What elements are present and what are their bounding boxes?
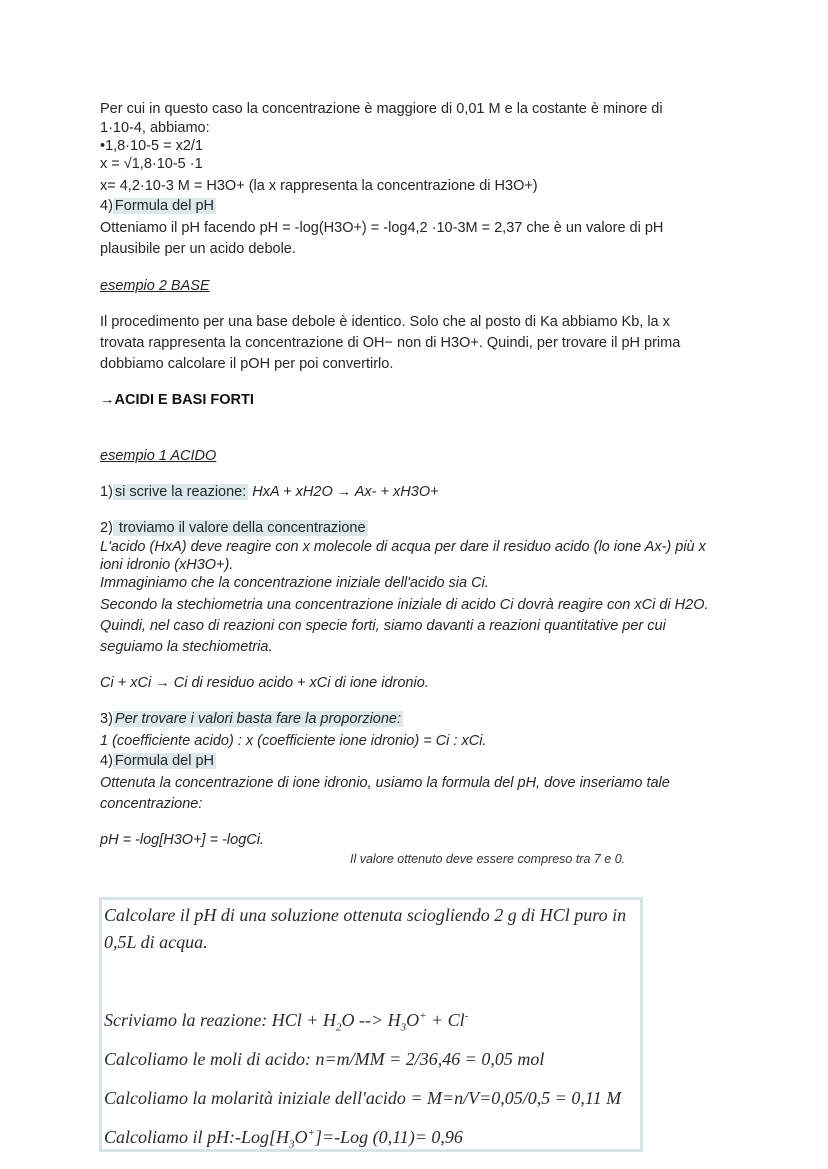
text-line: •1,8·10-5 = x2/1 xyxy=(100,138,204,154)
highlighted-heading: Per trovare i valori basta fare la proporzione: xyxy=(114,711,402,727)
reaction-text: HxA + xH2O → Ax- + xH3O+ xyxy=(248,484,439,500)
calculation-line: Calcoliamo la molarità iniziale dell'acido = M=n/V=0,05/0,5 = 0,11 M xyxy=(104,1088,622,1108)
step-number: 4) xyxy=(100,753,113,769)
highlighted-heading: troviamo il valore della concentrazione xyxy=(114,520,366,536)
superscript: - xyxy=(464,1010,469,1022)
superscript: + xyxy=(419,1010,427,1022)
formula-line: pH = -log[H3O+] = -logCi. xyxy=(100,832,265,848)
section-heading: →ACIDI E BASI FORTI xyxy=(100,392,254,408)
text-line: concentrazione: xyxy=(100,796,203,812)
ph-calculation-line xyxy=(104,1127,463,1151)
superscript: + xyxy=(307,1127,315,1139)
exercise-question: Calcolare il pH di una soluzione ottenuta sciogliendo 2 g di HCl puro in xyxy=(104,905,627,925)
reaction-part: O --> H xyxy=(341,1010,401,1030)
step-heading xyxy=(100,710,403,728)
highlighted-heading: Formula del pH xyxy=(114,753,215,769)
text-line: plausibile per un acido debole. xyxy=(100,241,296,257)
example-title: esempio 2 BASE xyxy=(100,278,210,294)
ph-part: ]=-Log (0,11)= 0,96 xyxy=(314,1127,463,1147)
example-title: esempio 1 ACIDO xyxy=(100,448,217,464)
step-number: 3) xyxy=(100,711,113,727)
text-line: Immaginiamo che la concentrazione iniziale dell'acido sia Ci. xyxy=(100,575,489,591)
subscript: 3 xyxy=(400,1021,407,1034)
note-text: Il valore ottenuto deve essere compreso tra 7 e 0. xyxy=(350,852,626,866)
text-line: Ottenuta la concentrazione di ione idronio, usiamo la formula del pH, dove inseriamo tale xyxy=(100,775,670,791)
text-line: Il procedimento per una base debole è identico. Solo che al posto di Ka abbiamo Kb, la x xyxy=(100,314,670,330)
text-line: dobbiamo calcolare il pOH per poi convertirlo. xyxy=(100,356,394,372)
step-number: 4) xyxy=(100,198,113,214)
ph-part: Calcoliamo il pH:-Log[H xyxy=(104,1127,290,1147)
step-heading xyxy=(100,752,216,770)
step-heading xyxy=(100,197,216,215)
highlighted-heading: si scrive la reazione: xyxy=(114,484,247,500)
calculation-line: Calcoliamo le moli di acido: n=m/MM = 2/36,46 = 0,05 mol xyxy=(104,1049,545,1069)
text-line: L'acido (HxA) deve reagire con x molecole di acqua per dare il residuo acido (lo ione Ax-) più x xyxy=(100,539,706,555)
text-line: trovata rappresenta la concentrazione di OH− non di H3O+. Quindi, per trovare il pH prima xyxy=(100,335,681,351)
reaction-line xyxy=(104,1010,468,1034)
reaction-part: Scriviamo la reazione: HCl + H xyxy=(104,1010,336,1030)
step-number: 2) xyxy=(100,520,113,536)
ph-part: O xyxy=(294,1127,308,1147)
text-line: seguiamo la stechiometria. xyxy=(100,639,273,655)
step-heading xyxy=(100,483,439,501)
reaction-part: O xyxy=(406,1010,420,1030)
text-line: Otteniamo il pH facendo pH = -log(H3O+) = -log4,2 ·10-3M = 2,37 che è un valore di pH xyxy=(100,220,664,236)
text-line: Quindi, nel caso di reazioni con specie forti, siamo davanti a reazioni quantitative per cui xyxy=(100,618,666,634)
exercise-question: 0,5L di acqua. xyxy=(104,932,208,952)
subscript: 2 xyxy=(335,1021,342,1034)
equation-line: Ci + xCi → Ci di residuo acido + xCi di ione idronio. xyxy=(100,675,429,691)
text-line: Per cui in questo caso la concentrazione è maggiore di 0,01 M e la costante è minore di xyxy=(100,101,663,117)
text-line: x = √1,8·10-5 ·1 xyxy=(100,156,203,172)
text-line: ioni idronio (xH3O+). xyxy=(100,557,234,573)
text-line: Secondo la stechiometria una concentrazione iniziale di acido Ci dovrà reagire con xCi di H2O. xyxy=(100,597,709,613)
reaction-part: + Cl xyxy=(426,1010,465,1030)
step-number: 1) xyxy=(100,484,113,500)
step-heading xyxy=(100,519,368,537)
highlighted-heading: Formula del pH xyxy=(114,198,215,214)
subscript: 3 xyxy=(289,1138,295,1151)
text-line: x= 4,2·10-3 M = H3O+ (la x rappresenta la concentrazione di H3O+) xyxy=(100,178,538,194)
text-line: 1·10-4, abbiamo: xyxy=(100,120,210,136)
text-line: 1 (coefficiente acido) : x (coefficiente ione idronio) = Ci : xCi. xyxy=(100,733,487,749)
